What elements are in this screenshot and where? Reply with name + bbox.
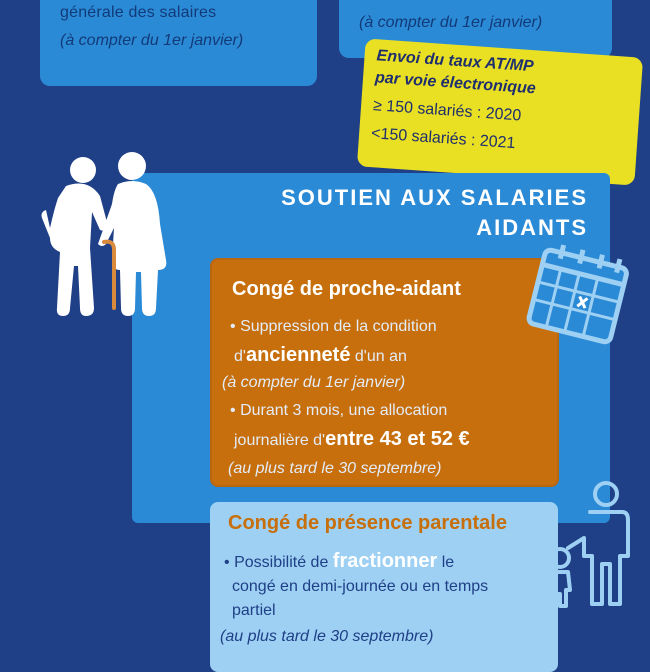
top-left-line2: générale des salaires — [60, 4, 217, 21]
pp-line3: partiel — [232, 602, 276, 619]
bullet2-line2 — [234, 428, 470, 451]
at-mp-sticky-note — [357, 38, 643, 185]
presence-parentale-title: Congé de présence parentale — [228, 512, 507, 534]
section-title-line1: SOUTIEN AUX SALARIES — [281, 185, 588, 210]
section-title-line2: AIDANTS — [476, 215, 588, 240]
section-title — [281, 183, 588, 243]
bullet2-dot: • — [230, 402, 236, 419]
proche-aidant-box — [210, 258, 559, 487]
fractionner-highlight: fractionner — [332, 550, 438, 572]
bullet1-dot: • — [230, 318, 236, 335]
bullet1-suffix: d'un an — [350, 348, 407, 365]
bullet1-prefix: d' — [234, 348, 246, 365]
bullet1-date-note: (à compter du 1er janvier) — [222, 374, 406, 391]
parent-child-icon — [540, 478, 640, 618]
bullet1-line1 — [230, 318, 437, 336]
pp-date-note: (au plus tard le 30 septembre) — [220, 628, 434, 645]
pp-bullet: • — [224, 554, 230, 571]
allocation-range-highlight: entre 43 et 52 € — [325, 428, 470, 450]
bullet2-text: Durant 3 mois, une allocation — [240, 402, 448, 419]
bullet2-date-note: (au plus tard le 30 septembre) — [228, 460, 442, 477]
anciennete-highlight: ancienneté — [245, 344, 351, 366]
bullet1-line2 — [234, 344, 407, 367]
top-right-date-note: (à compter du 1er janvier) — [359, 14, 543, 31]
top-left-info-box — [40, 0, 317, 86]
elderly-couple-icon — [28, 148, 178, 328]
calendar-icon — [522, 240, 634, 350]
note-title-line1: Envoi du taux AT/MP — [376, 47, 535, 76]
bullet1-text: Suppression de la condition — [240, 318, 437, 335]
bullet2-line1 — [230, 402, 447, 420]
pp-prefix: Possibilité de — [234, 554, 333, 571]
top-left-date-note: (à compter du 1er janvier) — [60, 32, 244, 49]
note-threshold-small: <150 salariés : 2021 — [370, 125, 516, 153]
pp-suffix: le — [437, 554, 455, 571]
note-title-line2: par voie électronique — [374, 69, 537, 98]
presence-parentale-box — [210, 502, 558, 672]
bullet2-prefix: journalière d' — [234, 432, 326, 449]
pp-line1 — [224, 550, 454, 573]
pp-line2: congé en demi-journée ou en temps — [232, 578, 489, 595]
proche-aidant-title: Congé de proche-aidant — [232, 278, 461, 300]
note-threshold-large: ≥ 150 salariés : 2020 — [372, 97, 522, 125]
